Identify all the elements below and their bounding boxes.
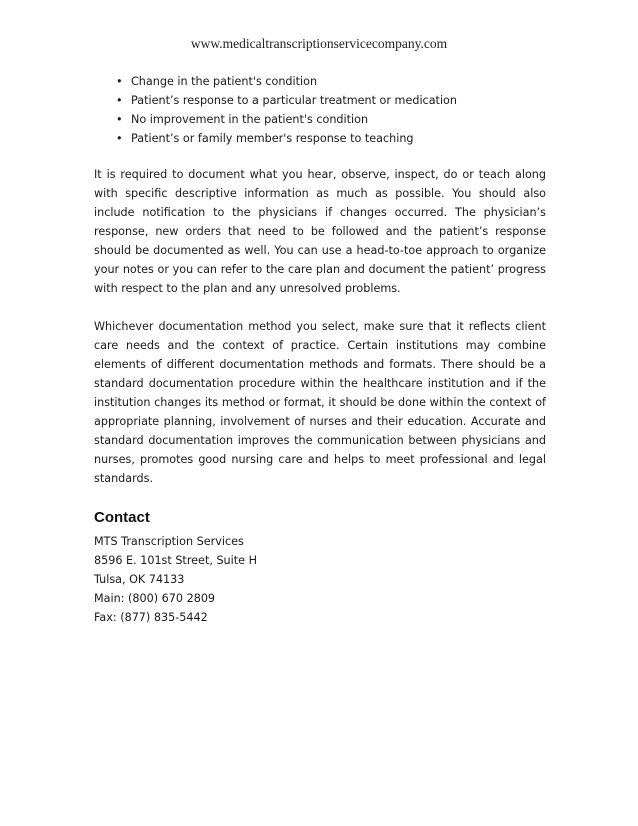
- bullet-icon: •: [116, 113, 123, 126]
- bullet-item: [94, 129, 546, 148]
- bullet-icon: •: [116, 94, 123, 107]
- document-body: [94, 72, 546, 627]
- contact-street: 8596 E. 101st Street, Suite H: [94, 554, 257, 567]
- bullet-text: No improvement in the patient's condition: [131, 113, 369, 126]
- header-url: www.medicaltranscriptionservicecompany.com: [190, 36, 448, 51]
- bullet-item: [94, 72, 546, 91]
- bullet-text: Patient’s response to a particular treatment or medication: [131, 94, 457, 107]
- bullet-text: Change in the patient's condition: [131, 75, 318, 88]
- contact-company: MTS Transcription Services: [94, 535, 244, 548]
- contact-fax: Fax: (877) 835-5442: [94, 611, 208, 624]
- bullet-text: Patient’s or family member's response to teaching: [131, 132, 414, 145]
- bullet-item: [94, 91, 546, 110]
- contact-city: Tulsa, OK 74133: [94, 573, 185, 586]
- contact-heading: Contact: [94, 509, 150, 526]
- contact-block: [94, 532, 546, 627]
- bullet-item: [94, 110, 546, 129]
- paragraph-documentation-method: Whichever documentation method you select, make sure that it reflects client care needs and the context of practice. Certain institutions may combine elements of different documentation methods and formats. There should be a standard documentation procedure within the healthcare institution and if the institution changes its method or format, it should be done within the context of appropriate planning, involvement of nurses and their education. Accurate and standard documentation improves the communication between physicians and nurses, promotes good nursing care and helps to meet professional and legal standards.: [94, 320, 546, 485]
- bullet-icon: •: [116, 132, 123, 145]
- contact-main-phone: Main: (800) 670 2809: [94, 592, 216, 605]
- bullet-list: [94, 72, 546, 148]
- paragraph-documentation-requirements: It is required to document what you hear, observe, inspect, do or teach along with specific descriptive information as much as possible. You should also include notification to the physicians if changes occurred. The physician’s response, new orders that need to be followed and the patient’s response should be documented as well. You can use a head-to-toe approach to organize your notes or you can refer to the care plan and document the patient’ progress with respect to the plan and any unresolved problems.: [94, 168, 546, 295]
- bullet-icon: •: [116, 75, 123, 88]
